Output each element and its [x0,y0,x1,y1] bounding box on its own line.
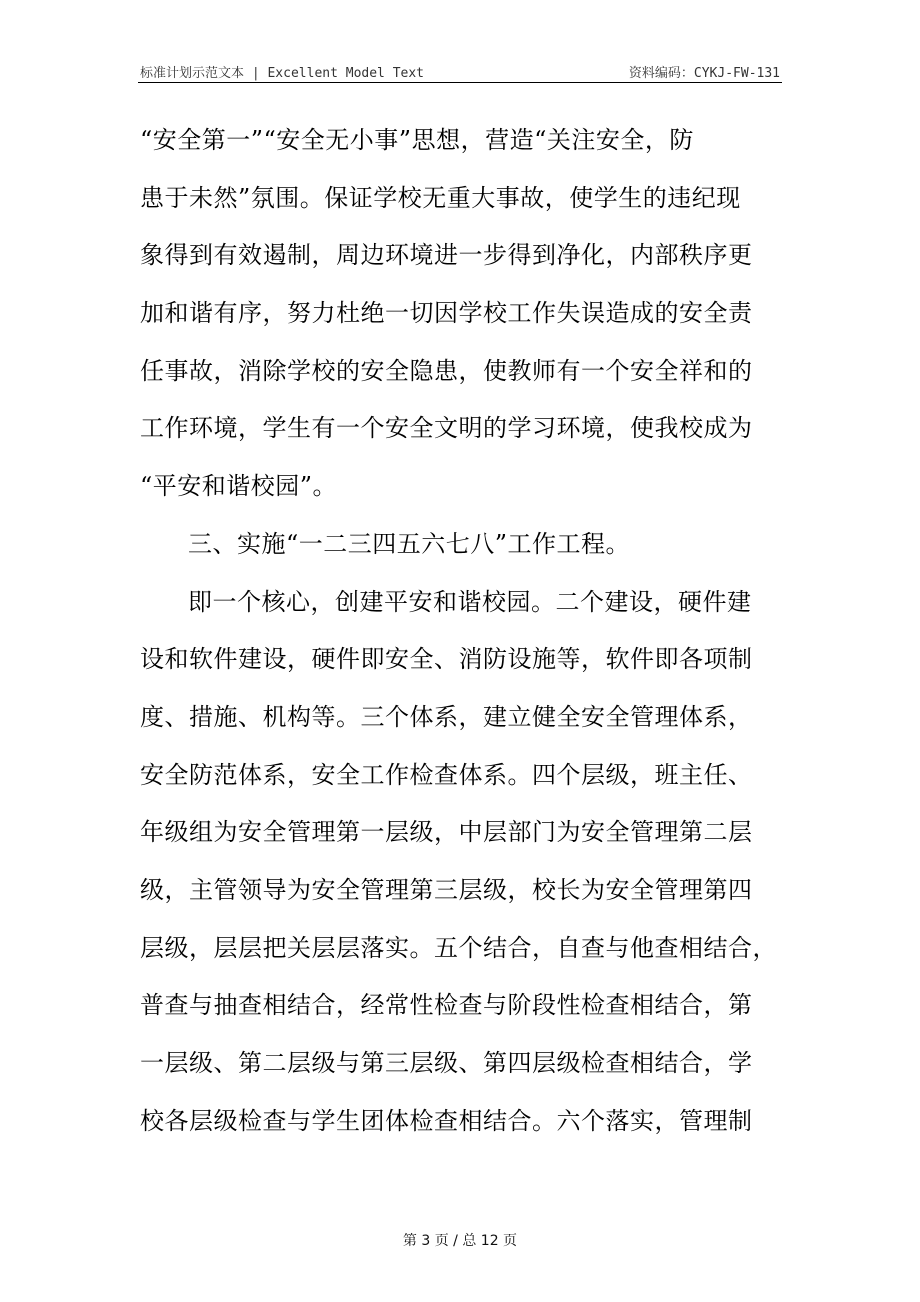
text-line: 普查与抽查相结合，经常性检查与阶段性检查相结合，第 [140,991,753,1020]
text-line: 层级，层层把关层层落实。五个结合，自查与他查相结合， [140,933,777,962]
text-line: 任事故，消除学校的安全隐患，使教师有一个安全祥和的 [140,356,753,385]
page-number: 第 3 页 / 总 12 页 [402,1233,518,1249]
text-line: 工作环境，学生有一个安全文明的学习环境，使我校成为 [140,414,753,443]
text-line: 级，主管领导为安全管理第三层级，校长为安全管理第四 [140,875,753,904]
text-line: 年级组为安全管理第一层级，中层部门为安全管理第二层 [140,818,753,847]
text-line: “安全第一”“安全无小事”思想，营造“关注安全，防 [140,126,694,154]
header-title: 标准计划示范文本 | Excellent Model Text [140,66,425,81]
header-document-code: 资料编码：CYKJ-FW-131 [628,66,780,81]
paragraph-start-line: 即一个核心，创建平安和谐校园。二个建设，硬件建 [188,587,752,616]
text-line: 校各层级检查与学生团体检查相结合。六个落实，管理制 [140,1106,753,1135]
document-body [140,112,780,1150]
text-line: 加和谐有序，努力杜绝一切因学校工作失误造成的安全责 [140,299,753,328]
page-header [138,60,782,83]
text-line: 度、措施、机构等。三个体系，建立健全安全管理体系， [140,702,753,731]
text-line: “平安和谐校园”。 [140,472,338,501]
text-line: 安全防范体系，安全工作检查体系。四个层级，班主任、 [140,760,753,789]
text-line: 设和软件建设，硬件即安全、消防设施等，软件即各项制 [140,645,753,674]
section-heading: 三、实施“一二三四五六七八”工作工程。 [188,529,631,558]
page-footer [0,1230,920,1250]
text-line: 患于未然”氛围。保证学校无重大事故，使学生的违纪现 [140,183,741,212]
text-line: 一层级、第二层级与第三层级、第四层级检查相结合，学 [140,1049,753,1077]
text-line: 象得到有效遏制，周边环境进一步得到净化，内部秩序更 [140,241,753,270]
